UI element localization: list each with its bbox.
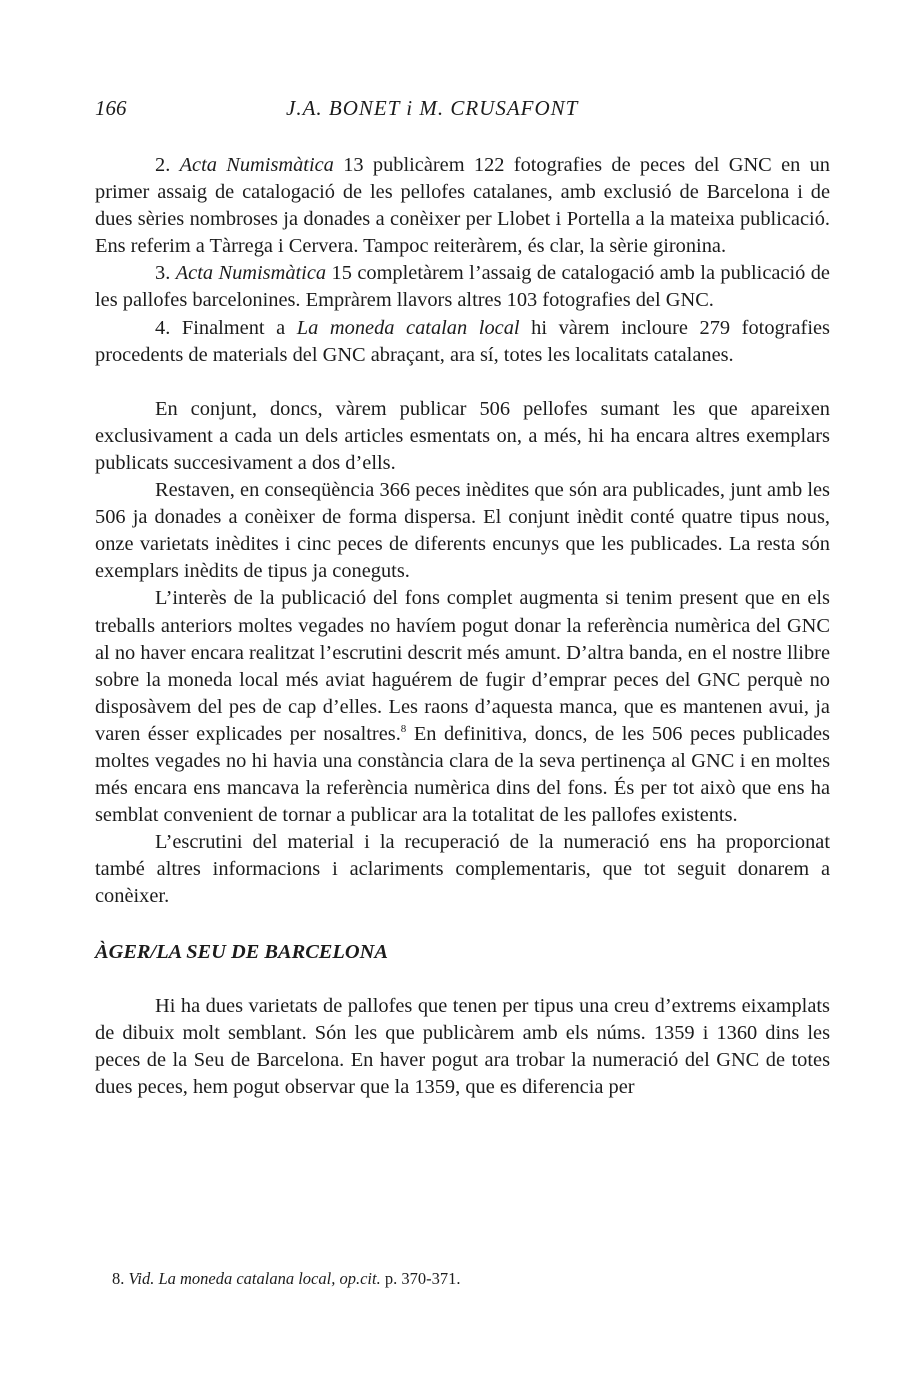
paragraph: 2. Acta Numismàtica 13 publicàrem 122 fotografies de peces del GNC en un primer assaig de catalogació de les pellofes catalanes, amb exclusió de Barcelona i de dues sèries nombroses ja donades a conèixer per Llobet i Portella a la mateixa publicació. Ens referim a Tàrrega i Cervera. Tampoc reiteràrem, és clar, la sèrie gironina. xyxy=(95,154,831,258)
main-text xyxy=(95,152,830,1101)
italic-title: Acta Numismàtica xyxy=(179,154,334,176)
footnote-marker: 8 xyxy=(400,723,407,736)
running-header xyxy=(95,96,830,126)
italic-title: La moneda catalan local xyxy=(296,316,520,339)
italic-title: Acta Numismàtica xyxy=(175,262,327,285)
section-title: ÀGER/LA SEU DE BARCELONA xyxy=(95,940,388,963)
paragraph: Restaven, en conseqüència 366 peces inèdites que són ara publicades, junt amb les 506 ja donades a conèixer de forma dispersa. El conjunt inèdit conté quatre tipus nous, onze varietats inèdites i cinc peces de diferents encunys que les publicades. La resta són exemplars inèdits de tipus ja coneguts. xyxy=(95,479,830,583)
page-number: 166 xyxy=(95,96,127,120)
paragraph: 3. Acta Numismàtica 15 completàrem l’assaig de catalogació amb la publicació de les pallofes barcelonines. Empràrem llavors altres 103 fotografies del GNC. xyxy=(95,262,830,312)
paragraph: L’escrutini del material i la recuperació de la numeració ens ha proporcionat també altres informacions i aclariments complementaris, que tot seguit donarem a conèixer. xyxy=(95,831,830,908)
running-title: J.A. BONET i M. CRUSAFONT xyxy=(286,96,579,120)
footnote: 8. Vid. La moneda catalana local, op.cit. p. 370-371. xyxy=(112,1269,461,1288)
paragraph: Hi ha dues varietats de pallofes que tenen per tipus una creu d’extrems eixamplats de dibuix molt semblant. Són les que publicàrem amb els núms. 1359 i 1360 dins les peces de la Seu de Barcelona. En haver pogut ara trobar la numeració del GNC de totes dues peces, hem pogut observar que la 1359, que es diferencia per xyxy=(95,994,830,1098)
footnote-citation: Vid. La moneda catalana local, op.cit. xyxy=(128,1269,381,1288)
paragraph: L’interès de la publicació del fons complet augmenta si tenim present que en els treballs anteriors moltes vegades no havíem pogut donar la referència numèrica del GNC al no haver encara realitzat l’escrutini descrit més amunt. D’altra banda, en el nostre llibre sobre la moneda local més aviat haguérem de fugir d’emprar peces del GNC perquè no disposàvem del pes de cap d’elles. Les raons d’aquesta manca, que es mantenen avui, ja varen ésser explicades per nosaltres.$^8$ En definitiva, doncs, de les 506 peces publicades moltes vegades no hi havia una constància clara de la seva pertinença al GNC i en moltes més encara ens mancava la referència numèrica dins del fons. És per tot això que ens ha semblat convenient de tornar a publicar ara la totalitat de les pallofes existents. xyxy=(95,587,830,827)
paragraph: 4. Finalment a La moneda catalan local hi vàrem incloure 279 fotografies procedents de materials del GNC abraçant, ara sí, totes les localitats catalanes. xyxy=(95,316,830,366)
paragraph: En conjunt, doncs, vàrem publicar 506 pellofes sumant les que apareixen exclusivament a cada un dels articles esmentats on, a més, hi ha encara altres exemplars publicats succesivament a dos d’ells. xyxy=(95,397,830,474)
